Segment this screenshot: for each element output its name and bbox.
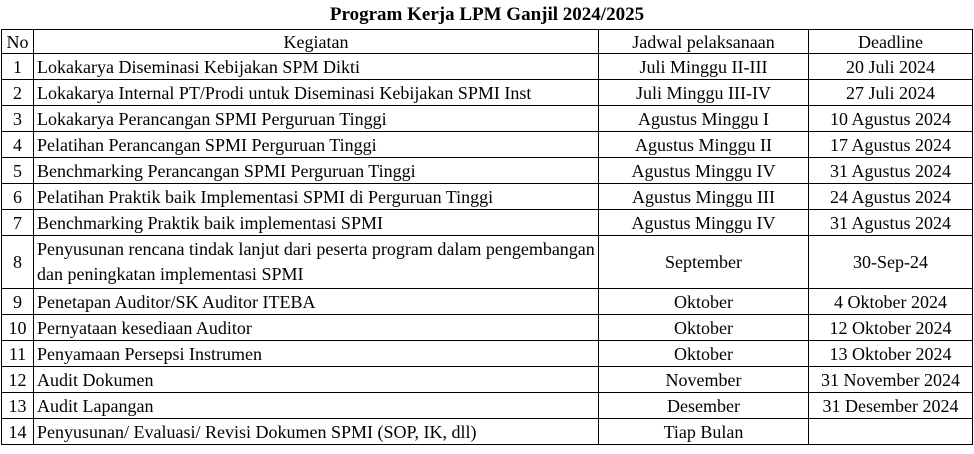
row-number-cell: 2 — [2, 80, 34, 106]
kegiatan-cell: Penyusunan/ Evaluasi/ Revisi Dokumen SPMI (SOP, IK, dll) — [34, 419, 599, 445]
work-program-table — [1, 29, 973, 445]
deadline-cell: 4 Oktober 2024 — [809, 289, 973, 315]
column-header-kegiatan: Kegiatan — [34, 30, 599, 54]
row-number-cell: 11 — [2, 341, 34, 367]
row-number-cell: 1 — [2, 54, 34, 80]
table-row — [2, 236, 973, 289]
jadwal-cell: September — [599, 236, 809, 289]
table-row — [2, 210, 973, 236]
row-number-cell: 3 — [2, 106, 34, 132]
row-number-cell: 4 — [2, 132, 34, 158]
deadline-cell: 12 Oktober 2024 — [809, 315, 973, 341]
kegiatan-cell: Pelatihan Perancangan SPMI Perguruan Tinggi — [34, 132, 599, 158]
deadline-cell: 31 Agustus 2024 — [809, 210, 973, 236]
kegiatan-cell: Benchmarking Praktik baik implementasi SPMI — [34, 210, 599, 236]
jadwal-cell: Agustus Minggu III — [599, 184, 809, 210]
table-row — [2, 132, 973, 158]
kegiatan-cell: Benchmarking Perancangan SPMI Perguruan Tinggi — [34, 158, 599, 184]
jadwal-cell: Desember — [599, 393, 809, 419]
jadwal-cell: Oktober — [599, 289, 809, 315]
jadwal-cell: Oktober — [599, 315, 809, 341]
table-title: Program Kerja LPM Ganjil 2024/2025 — [329, 4, 645, 25]
row-number-cell: 8 — [2, 236, 34, 289]
jadwal-cell: Juli Minggu II-III — [599, 54, 809, 80]
deadline-cell: 31 Desember 2024 — [809, 393, 973, 419]
table-row — [2, 341, 973, 367]
column-header-jadwal: Jadwal pelaksanaan — [599, 30, 809, 54]
table-row — [2, 315, 973, 341]
jadwal-cell: Agustus Minggu IV — [599, 158, 809, 184]
jadwal-cell: Agustus Minggu I — [599, 106, 809, 132]
table-row — [2, 419, 973, 445]
kegiatan-cell: Pelatihan Praktik baik Implementasi SPMI di Perguruan Tinggi — [34, 184, 599, 210]
header-row — [2, 30, 973, 54]
row-number-cell: 7 — [2, 210, 34, 236]
table-row — [2, 184, 973, 210]
jadwal-cell: Juli Minggu III-IV — [599, 80, 809, 106]
column-header-no: No — [2, 30, 34, 54]
row-number-cell: 14 — [2, 419, 34, 445]
deadline-cell: 30-Sep-24 — [809, 236, 973, 289]
jadwal-cell: Tiap Bulan — [599, 419, 809, 445]
deadline-cell: 10 Agustus 2024 — [809, 106, 973, 132]
kegiatan-cell: Penetapan Auditor/SK Auditor ITEBA — [34, 289, 599, 315]
kegiatan-cell: Pernyataan kesediaan Auditor — [34, 315, 599, 341]
deadline-cell: 31 Agustus 2024 — [809, 158, 973, 184]
kegiatan-cell: Lokakarya Perancangan SPMI Perguruan Tinggi — [34, 106, 599, 132]
row-number-cell: 12 — [2, 367, 34, 393]
table-row — [2, 158, 973, 184]
deadline-cell: 17 Agustus 2024 — [809, 132, 973, 158]
row-number-cell: 10 — [2, 315, 34, 341]
column-header-deadline: Deadline — [809, 30, 973, 54]
deadline-cell: 20 Juli 2024 — [809, 54, 973, 80]
table-row — [2, 367, 973, 393]
kegiatan-cell: Audit Dokumen — [34, 367, 599, 393]
deadline-cell — [809, 419, 973, 445]
jadwal-cell: Agustus Minggu IV — [599, 210, 809, 236]
table-row — [2, 80, 973, 106]
kegiatan-cell: Lokakarya Internal PT/Prodi untuk Diseminasi Kebijakan SPMI Inst — [34, 80, 599, 106]
deadline-cell: 13 Oktober 2024 — [809, 341, 973, 367]
jadwal-cell: November — [599, 367, 809, 393]
row-number-cell: 13 — [2, 393, 34, 419]
row-number-cell: 5 — [2, 158, 34, 184]
jadwal-cell: Oktober — [599, 341, 809, 367]
kegiatan-cell: Lokakarya Diseminasi Kebijakan SPM Dikti — [34, 54, 599, 80]
deadline-cell: 31 November 2024 — [809, 367, 973, 393]
jadwal-cell: Agustus Minggu II — [599, 132, 809, 158]
table-row — [2, 54, 973, 80]
table-row — [2, 289, 973, 315]
row-number-cell: 9 — [2, 289, 34, 315]
deadline-cell: 27 Juli 2024 — [809, 80, 973, 106]
table-row — [2, 393, 973, 419]
table-row — [2, 106, 973, 132]
kegiatan-cell: Penyusunan rencana tindak lanjut dari peserta program dalam pengembangan dan peningkatan implementasi SPMI — [34, 236, 599, 289]
row-number-cell: 6 — [2, 184, 34, 210]
kegiatan-cell: Penyamaan Persepsi Instrumen — [34, 341, 599, 367]
kegiatan-cell: Audit Lapangan — [34, 393, 599, 419]
deadline-cell: 24 Agustus 2024 — [809, 184, 973, 210]
